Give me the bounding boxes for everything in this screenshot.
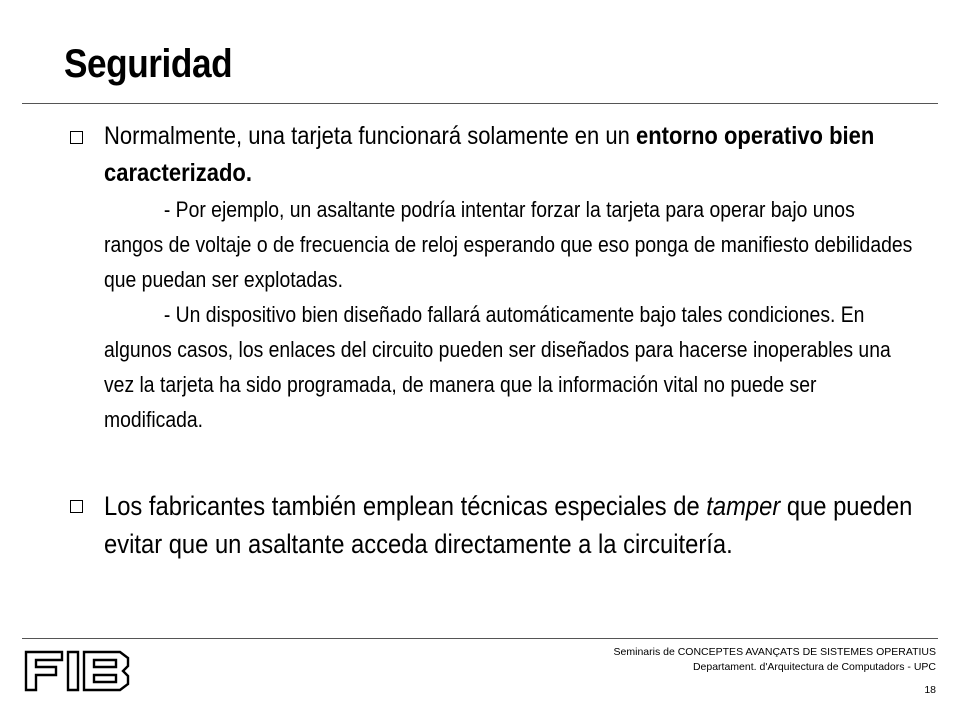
bullet-lead-text — [104, 118, 922, 192]
lead-bold-text: entorno operativo bien caracterizado. — [104, 122, 875, 187]
slide-title: Seguridad — [64, 42, 233, 86]
sub-paragraph-example — [104, 192, 914, 297]
footer-seminar-text: Seminaris de CONCEPTES AVANÇATS DE SISTEMES OPERATIUS — [613, 646, 936, 658]
tamper-text-before: Los fabricantes también emplean técnicas especiales de — [104, 491, 707, 521]
slide-content — [64, 118, 944, 563]
sub-text-example: - Por ejemplo, un asaltante podría intentar forzar la tarjeta para operar bajo unos rangos de voltaje o de frecuencia de reloj esperando que eso ponga de manifiesto debilidades que puedan ser explotadas. — [104, 197, 913, 292]
title-divider — [22, 103, 938, 104]
square-bullet-icon — [70, 500, 83, 513]
tamper-italic-text: tamper — [706, 491, 781, 521]
square-bullet-icon — [70, 131, 83, 144]
bullet-item-environment — [64, 118, 944, 437]
sub-text-device: - Un dispositivo bien diseñado fallará automáticamente bajo tales condiciones. En algunos casos, los enlaces del circuito pueden ser diseñados para hacerse inoperables una vez la tarjeta ha sido programada, de manera que la información vital no puede ser modificada. — [104, 302, 891, 432]
lead-plain-text: Normalmente, una tarjeta funcionará solamente en un — [104, 122, 636, 150]
bullet-tamper-text — [104, 487, 914, 563]
tamper-text-after: que pueden evitar que un asaltante acceda directamente a la circuitería. — [104, 491, 913, 559]
footer-department-text: Departament. d'Arquitectura de Computadors - UPC — [692, 661, 936, 673]
sub-paragraph-device — [104, 297, 914, 437]
fib-logo-icon — [24, 650, 134, 692]
page-number: 18 — [924, 684, 936, 696]
bullet-item-tamper — [64, 487, 944, 563]
footer-divider — [22, 638, 938, 639]
